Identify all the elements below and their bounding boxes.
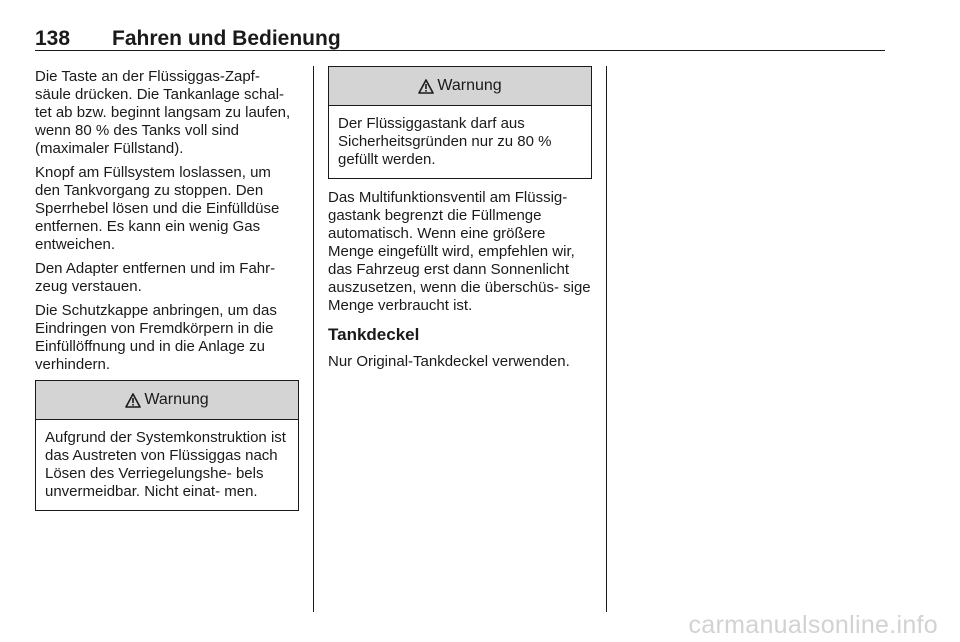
paragraph: Nur Original-Tankdeckel verwenden.	[328, 353, 570, 370]
page-header	[35, 26, 885, 51]
column-divider-right	[606, 66, 607, 612]
paragraph: Knopf am Füllsystem loslassen, um den Tankvorgang zu stoppen. Den Sperrhebel lösen und die Einfülldüse entfernen. Es kann ein wenig Gas entweichen.	[35, 164, 280, 253]
chapter-title: Fahren und Bedienung	[112, 27, 341, 50]
warning-header	[329, 67, 591, 106]
section-heading: Tankdeckel	[328, 325, 420, 344]
watermark: carmanualsonline.info	[688, 611, 938, 639]
column-middle	[328, 66, 592, 377]
column-divider-left	[313, 66, 314, 612]
column-left	[35, 68, 299, 511]
paragraph: Die Schutzkappe anbringen, um das Eindringen von Fremdkörpern in die Einfüllöffnung und in die Anlage zu verhindern.	[35, 302, 277, 373]
warning-title: Warnung	[144, 391, 209, 408]
paragraph: Die Taste an der Flüssiggas-Zapf- säule drücken. Die Tankanlage schal- tet ab bzw. beginnt langsam zu laufen, wenn 80 % des Tanks voll sind (maximaler Füllstand).	[35, 68, 291, 157]
paragraph: Den Adapter entfernen und im Fahr- zeug verstauen.	[35, 260, 276, 295]
warning-triangle-icon	[125, 393, 141, 408]
warning-triangle-icon	[418, 79, 434, 94]
warning-text: Aufgrund der Systemkonstruktion ist das Austreten von Flüssiggas nach Lösen des Verriegelungshe- bels unvermeidbar. Nicht einat- men.	[45, 429, 286, 500]
warning-header	[36, 381, 298, 420]
page-number: 138	[35, 27, 71, 50]
warning-box	[35, 380, 299, 511]
paragraph: Das Multifunktionsventil am Flüssig- gastank begrenzt die Füllmenge automatisch. Wenn eine größere Menge eingefüllt wird, empfehlen wir, das Fahrzeug erst dann Sonnenlicht auszusetzen, wenn die überschüs- sige Menge verbraucht ist.	[328, 189, 591, 314]
warning-title: Warnung	[437, 77, 502, 94]
warning-box	[328, 66, 592, 179]
warning-text: Der Flüssiggastank darf aus Sicherheitsgründen nur zu 80 % gefüllt werden.	[338, 115, 552, 168]
